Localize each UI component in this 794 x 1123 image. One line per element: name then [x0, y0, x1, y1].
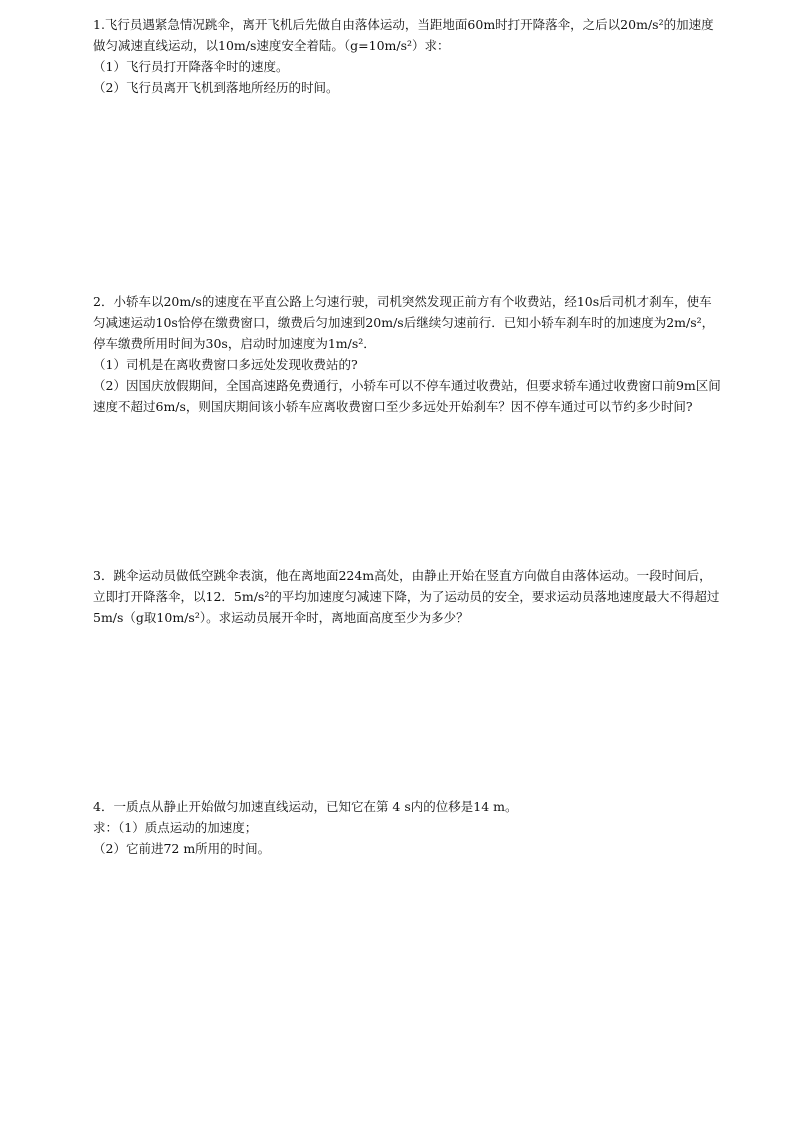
- problem-2-question-2: （2）因国庆放假期间，全国高速路免费通行，小轿车可以不停车通过收费站，但要求轿车通过收费窗口前9m区间速度不超过6m/s，则国庆期间该小轿车应离收费窗口至少多远处开始刹车？因不停车通过可以节约多少时间?: [93, 378, 721, 414]
- problem-1-statement: 1.飞行员遇紧急情况跳伞，离开飞机后先做自由落体运动，当距地面60m时打开降落伞，之后以20m/s²的加速度做匀减速直线运动，以10m/s速度安全着陆。（g=10m/s²）求：: [93, 17, 714, 53]
- problem-1-question-1: （1）飞行员打开降落伞时的速度。: [93, 59, 289, 74]
- problem-4-question-1: 求：（1）质点运动的加速度；: [93, 820, 258, 835]
- problem-4: [93, 796, 723, 859]
- problem-4-question-2: （2）它前进72 m所用的时间。: [93, 841, 271, 856]
- problem-2-question-1: （1）司机是在离收费窗口多远处发现收费站的?: [93, 357, 358, 372]
- problem-1-question-2: （2）飞行员离开飞机到落地所经历的时间。: [93, 80, 339, 95]
- problem-4-statement: 4．一质点从静止开始做匀加速直线运动，已知它在第 4 s内的位移是14 m。: [93, 799, 518, 814]
- problem-2: [93, 291, 723, 417]
- problem-3: [93, 565, 723, 628]
- problem-2-statement: 2．小轿车以20m/s的速度在平直公路上匀速行驶，司机突然发现正前方有个收费站，经10s后司机才刹车，使车匀减速运动10s恰停在缴费窗口，缴费后匀加速到20m/s后继续匀速前行．已知小轿车刹车时的加速度为2m/s²，停车缴费所用时间为30s，启动时加速度为1m/s²．: [93, 294, 715, 351]
- problem-1: [93, 14, 723, 98]
- problem-3-statement: 3．跳伞运动员做低空跳伞表演，他在离地面224m高处，由静止开始在竖直方向做自由落体运动。一段时间后，立即打开降落伞，以12．5m/s²的平均加速度匀减速下降，为了运动员的安全，要求运动员落地速度最大不得超过5m/s（g取10m/s²）。求运动员展开伞时，离地面高度至少为多少？: [93, 568, 720, 625]
